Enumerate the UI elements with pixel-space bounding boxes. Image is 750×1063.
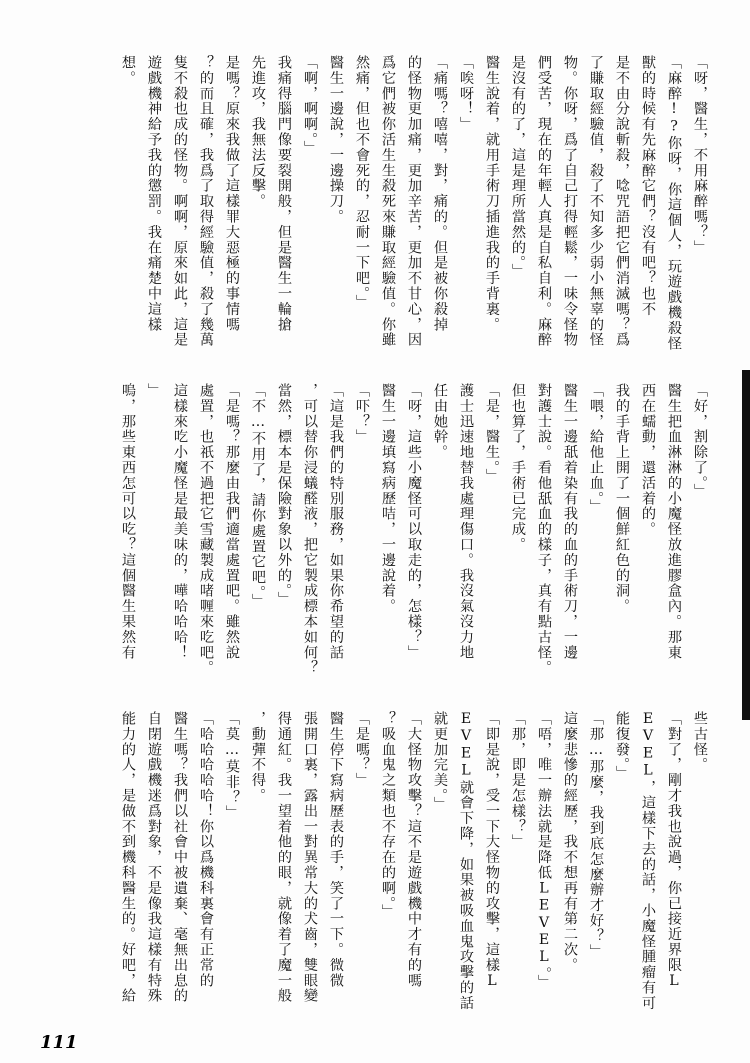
- text-column: ？吸血鬼之類也不存在的啊。」: [380, 711, 396, 920]
- text-column: EVEL，這樣下去的話，小魔怪腫瘤有可: [640, 711, 656, 1011]
- text-column: ，動彈不得。: [250, 711, 266, 804]
- text-column: 「這是我們的特別服務，如果你希望的話: [328, 383, 344, 661]
- text-column: 「是嗎？那麼由我們適當處置吧。雖然說: [224, 383, 240, 661]
- text-tier-top: [40, 55, 710, 373]
- text-column: 是嗎？原來我做了這樣罪大惡極的事情嗎: [224, 55, 240, 333]
- text-column: 「哈哈哈哈哈！你以爲機科裏會有正常的: [198, 711, 214, 989]
- text-column: 「不…不用了，請你處置它吧。」: [250, 383, 266, 609]
- text-column: 「麻醉!?你呀，你這個人，玩遊戲機殺怪: [666, 55, 682, 352]
- text-column: 醫生一邊說，一邊操刀。: [328, 55, 344, 225]
- page-edge-tab: [742, 370, 750, 720]
- text-column: 「呀，醫生，不用麻醉嗎？」: [692, 55, 708, 256]
- text-column: 」: [146, 383, 162, 399]
- text-column: 是不由分說斬殺，唸咒語把它們消滅嗎？爲: [614, 55, 630, 348]
- text-column: 「是嗎？」: [354, 711, 370, 788]
- text-column: 隻不殺也成的怪物。啊啊，原來如此，這是: [172, 55, 188, 348]
- text-column: 這樣來吃小魔怪是最美味的，嘩哈哈哈！: [172, 383, 188, 661]
- text-column: 「好，割除了。」: [692, 383, 708, 500]
- text-column: 張開口裏，露出一對異常大的犬齒，雙眼變: [302, 711, 318, 1004]
- text-column: 嗚，那些東西怎可以吃？這個醫生果然有: [120, 383, 136, 661]
- text-column: 醫生說着，就用手術刀插進我的手背裏。: [484, 55, 500, 333]
- text-column: 處置，也祇不過把它雪藏製成啫喱來吃吧。: [198, 383, 214, 676]
- text-column: 當然，標本是保險對象以外的。」: [276, 383, 292, 607]
- text-column: 我痛得腦門像要裂開般，但是醫生一輪搶: [276, 55, 292, 333]
- text-column: 獸的時候有先麻醉它們？沒有吧？也不: [640, 55, 656, 317]
- text-column: 「即是說，受一下大怪物的攻擊，這樣L: [484, 711, 500, 990]
- text-column: 能力的人，是做不到機科醫生的。好吧，給: [120, 711, 136, 1004]
- text-column: 任由她幹。: [432, 383, 448, 460]
- text-column: 「唔，唯一辦法就是降低LEVEL。」: [536, 711, 552, 991]
- text-column: 「大怪物攻擊？這不是遊戲機中才有的嗎: [406, 711, 422, 989]
- text-column: 先進攻，我無法反擊。: [250, 55, 266, 209]
- text-column: 些古怪。: [692, 711, 708, 773]
- text-column: 了賺取經驗值，殺了不知多少弱小無辜的怪: [588, 55, 604, 348]
- text-column: 「那…那麼，我到底怎麼辦才好？」: [588, 711, 604, 960]
- text-column: 醫生停下寫病歷表的手，笑了一下。微微: [328, 711, 344, 989]
- text-tier-middle: [40, 383, 710, 701]
- text-column: 「吓？」: [354, 383, 370, 445]
- text-column: 得通紅。我一望着他的眼，就像着了魔一般: [276, 711, 292, 1004]
- text-column: 醫生把血淋淋的小魔怪放進膠盒內。那東: [666, 383, 682, 661]
- text-column: 「喂，給他止血。」: [588, 383, 604, 515]
- text-column: ？的而且確，我爲了取得經驗值，殺了幾萬: [198, 55, 214, 348]
- text-column: 爲它們被你活生生殺死來賺取經驗值。你雖: [380, 55, 396, 348]
- text-column: 醫生嗎？我們以社會中被遺棄、毫無出息的: [172, 711, 188, 1004]
- text-column: 遊戲機神給予我的懲罰。我在痛楚中這樣: [146, 55, 162, 333]
- text-column: 對護士說。看他舐血的樣子，真有點古怪。: [536, 383, 552, 676]
- page-number: 111: [40, 1032, 78, 1053]
- text-column: 「痛嗎？嘻嘻，對，痛的。但是被你殺掉: [432, 55, 448, 333]
- text-column: 護士迅速地替我處理傷口。我沒氣沒力地: [458, 383, 474, 661]
- text-column: 「對了，剛才我也說過，你已接近界限L: [666, 711, 682, 990]
- text-column: 我的手背上開了一個鮮紅色的洞。: [614, 383, 630, 614]
- text-column: 是沒有的了，這是理所當然的。」: [510, 55, 526, 279]
- text-column: 自閉遊戲機迷爲對象，不是像我這樣有特殊: [146, 711, 162, 1004]
- text-column: EVEL就會下降，如果被吸血鬼攻擊的話: [458, 711, 474, 1011]
- text-column: 醫生一邊舐着染有我的血的手術刀，一邊: [562, 383, 578, 661]
- text-column: 「莫…莫非？」: [224, 711, 240, 821]
- text-tier-bottom: [40, 711, 710, 1029]
- text-column: 然痛，但也不會死的，忍耐一下吧。」: [354, 55, 370, 310]
- text-column: 「唉呀！」: [458, 55, 474, 132]
- text-column: 「呀，這些小魔怪可以取走的，怎樣？」: [406, 383, 422, 661]
- text-column: 就更加完美。」: [432, 711, 448, 812]
- text-column: 的怪物更加痛，更加辛苦，更加不甘心，因: [406, 55, 422, 348]
- text-column: ，可以替你浸蟻醛液，把它製成標本如何？: [302, 383, 318, 676]
- text-column: 「那，即是怎樣？」: [510, 711, 526, 850]
- text-column: 醫生一邊填寫病歷咭，一邊說着。: [380, 383, 396, 614]
- text-column: 「是，醫生。」: [484, 383, 500, 484]
- text-column: 能復發。」: [614, 711, 630, 781]
- text-column: 們受苦，現在的年輕人真是自私自利。麻醉: [536, 55, 552, 348]
- text-column: 物。你呀，爲了自己打得輕鬆，一味令怪物: [562, 55, 578, 348]
- text-column: 這麼悲慘的經歷，我不想再有第二次。: [562, 711, 578, 973]
- text-column: 想。: [120, 55, 136, 86]
- text-column: 西在蠕動，還活着的。: [640, 383, 656, 537]
- text-column: 但也算了，手術已完成。: [510, 383, 526, 553]
- text-column: 「啊，啊啊。」: [302, 55, 318, 156]
